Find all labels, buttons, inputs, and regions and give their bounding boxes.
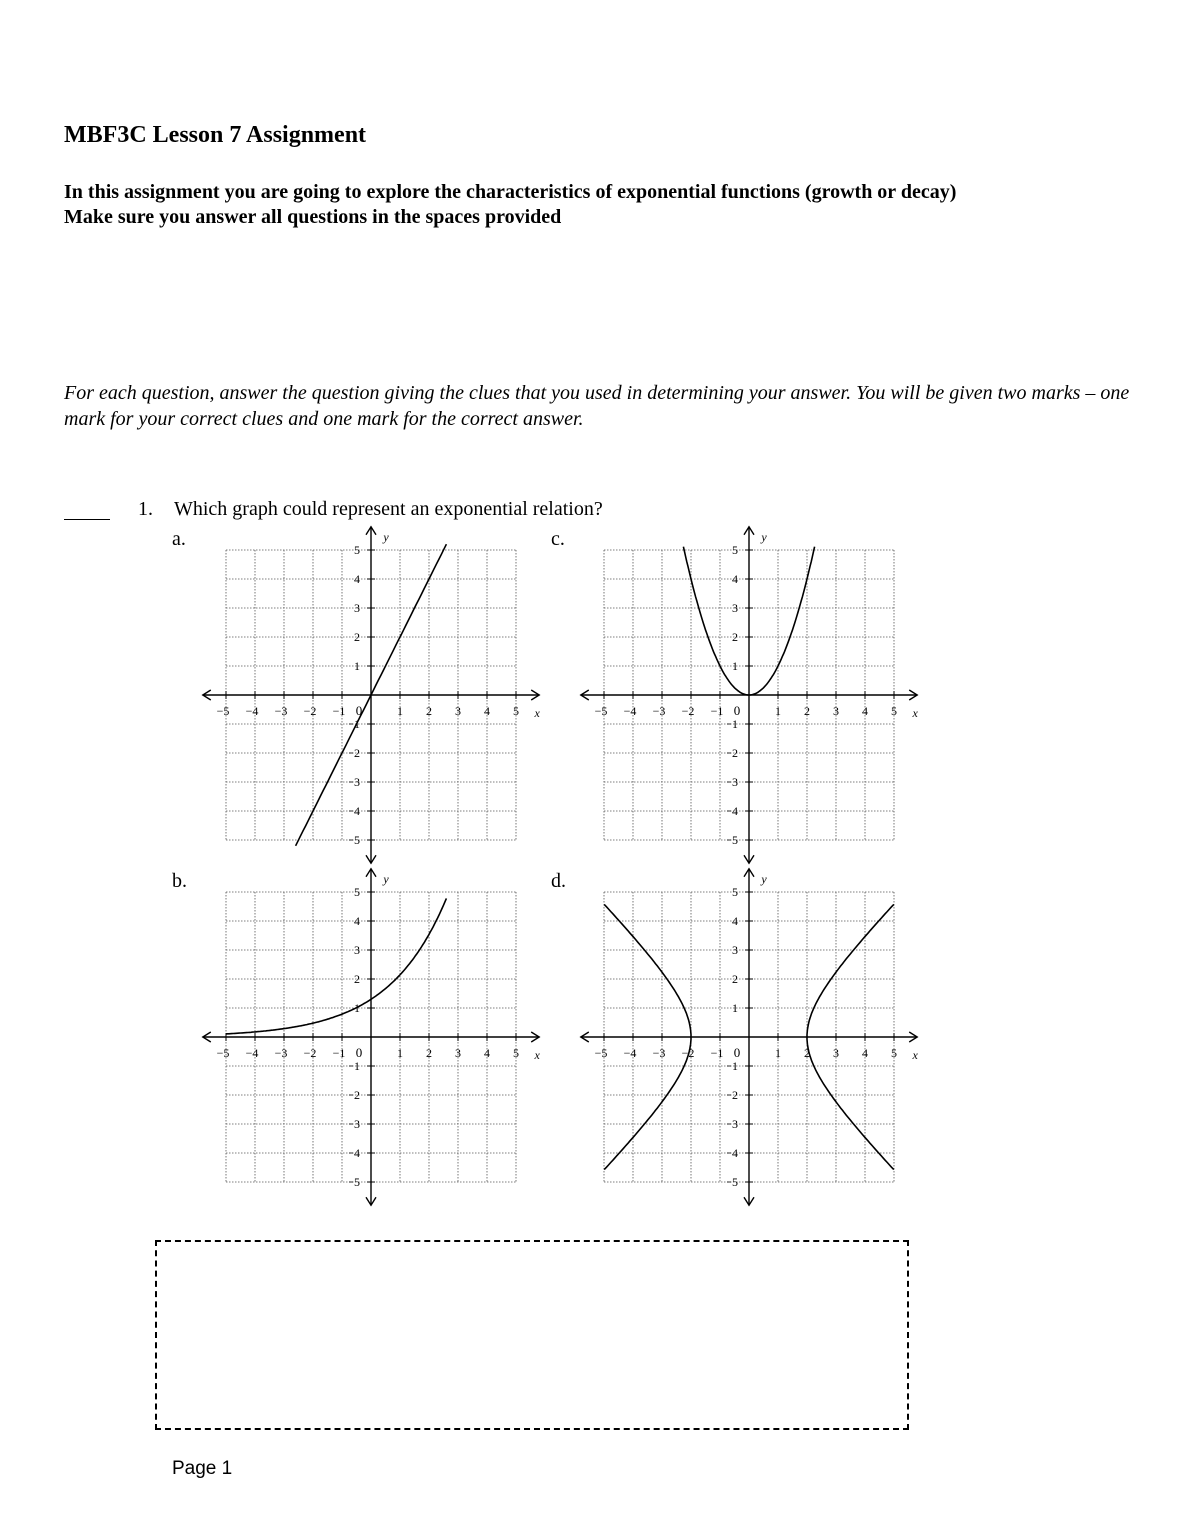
x-tick-label: 5 xyxy=(513,704,519,718)
y-axis-label: y xyxy=(383,529,389,544)
x-tick-label: 5 xyxy=(513,1046,519,1060)
y-tick-label-negative: 5 xyxy=(354,1175,360,1189)
x-tick-label: 5 xyxy=(891,1046,897,1060)
x-tick-label: 5 xyxy=(891,704,897,718)
y-tick-label-negative: 1 xyxy=(732,717,738,731)
y-tick-label-negative: 5 xyxy=(354,833,360,847)
y-tick-label-negative: 5 xyxy=(732,1175,738,1189)
y-tick-label: 2 xyxy=(354,630,360,644)
y-tick-label: 3 xyxy=(354,601,360,615)
graph-d xyxy=(574,860,924,1215)
origin-label: 0 xyxy=(355,703,363,718)
graph-label-a: a. xyxy=(172,528,186,550)
x-tick-label: −4 xyxy=(245,704,259,718)
y-tick-label: 2 xyxy=(732,630,738,644)
y-tick-label-negative: 4 xyxy=(354,1146,360,1160)
x-tick-label: −3 xyxy=(652,704,666,718)
x-tick-label: 2 xyxy=(426,704,432,718)
instructions: For each question, answer the question giving the clues that you used in determining your answer. You will be given two marks – one mark for your correct clues and one mark for the correct answer. xyxy=(64,382,1130,430)
x-axis-label: x xyxy=(912,706,918,720)
y-tick-label: 1 xyxy=(354,659,360,673)
graph-label-c: c. xyxy=(551,528,565,550)
y-tick-label-negative: 2 xyxy=(732,746,738,760)
x-tick-label: −2 xyxy=(303,1046,317,1060)
assignment-intro xyxy=(64,180,956,230)
intro-line-1: In this assignment you are going to explore the characteristics of exponential functions (growth or decay) xyxy=(64,181,957,203)
x-tick-label: −4 xyxy=(245,1046,259,1060)
y-tick-label: 1 xyxy=(732,659,738,673)
x-tick-label: 3 xyxy=(455,1046,461,1060)
y-tick-label-negative: 4 xyxy=(354,804,360,818)
x-tick-label: −4 xyxy=(623,1046,637,1060)
x-tick-label: −2 xyxy=(681,704,695,718)
x-tick-label: −3 xyxy=(274,1046,288,1060)
y-tick-label: 3 xyxy=(732,943,738,957)
y-tick-label-negative: 4 xyxy=(732,1146,738,1160)
x-tick-label: 3 xyxy=(833,704,839,718)
x-tick-label: −3 xyxy=(652,1046,666,1060)
x-tick-label: −1 xyxy=(332,704,346,718)
y-tick-label: 5 xyxy=(354,543,360,557)
x-tick-label: −4 xyxy=(623,704,637,718)
y-tick-label: 2 xyxy=(354,972,360,986)
x-tick-label: 4 xyxy=(862,1046,868,1060)
exponential-curve xyxy=(226,898,446,1034)
x-axis-label: x xyxy=(534,706,540,720)
y-axis-label: y xyxy=(761,529,767,544)
question-number: 1. xyxy=(138,498,153,520)
question-text: Which graph could represent an exponential relation? xyxy=(174,498,603,520)
graph-b xyxy=(196,860,546,1215)
x-tick-label: 4 xyxy=(484,704,490,718)
y-tick-label: 4 xyxy=(354,572,360,586)
answer-box[interactable] xyxy=(155,1240,909,1430)
y-tick-label-negative: 5 xyxy=(732,833,738,847)
y-tick-label: 4 xyxy=(732,572,738,586)
x-tick-label: 1 xyxy=(397,704,403,718)
x-tick-label: 3 xyxy=(833,1046,839,1060)
x-tick-label: 4 xyxy=(862,704,868,718)
y-tick-label-negative: 4 xyxy=(732,804,738,818)
x-tick-label: −3 xyxy=(274,704,288,718)
y-tick-label-negative: 1 xyxy=(354,1059,360,1073)
assignment-title: MBF3C Lesson 7 Assignment xyxy=(64,122,367,148)
x-tick-label: 1 xyxy=(775,704,781,718)
y-tick-label: 5 xyxy=(732,885,738,899)
y-axis-label: y xyxy=(383,871,389,886)
origin-label: 0 xyxy=(733,1045,741,1060)
x-tick-label: −2 xyxy=(303,704,317,718)
y-tick-label: 1 xyxy=(354,1001,360,1015)
y-tick-label-negative: 3 xyxy=(732,1117,738,1131)
y-tick-label: 3 xyxy=(354,943,360,957)
y-tick-label-negative: 1 xyxy=(732,1059,738,1073)
y-tick-label: 5 xyxy=(354,885,360,899)
x-tick-label: 4 xyxy=(484,1046,490,1060)
graph-label-b: b. xyxy=(172,870,187,892)
x-axis-label: x xyxy=(912,1048,918,1062)
x-tick-label: 3 xyxy=(455,704,461,718)
graph-c xyxy=(574,518,924,873)
x-tick-label: 1 xyxy=(397,1046,403,1060)
graph-label-d: d. xyxy=(551,870,566,892)
y-axis-label: y xyxy=(761,871,767,886)
graph-a xyxy=(196,518,546,873)
y-tick-label-negative: 2 xyxy=(354,746,360,760)
y-tick-label: 3 xyxy=(732,601,738,615)
x-tick-label: −5 xyxy=(594,1046,608,1060)
page-number: Page 1 xyxy=(172,1458,233,1479)
y-tick-label: 4 xyxy=(354,914,360,928)
x-tick-label: −1 xyxy=(710,1046,724,1060)
x-tick-label: −1 xyxy=(710,704,724,718)
y-tick-label-negative: 1 xyxy=(354,717,360,731)
x-tick-label: 2 xyxy=(426,1046,432,1060)
x-tick-label: −5 xyxy=(216,1046,230,1060)
y-tick-label-negative: 3 xyxy=(732,775,738,789)
y-tick-label-negative: 2 xyxy=(732,1088,738,1102)
intro-line-2: Make sure you answer all questions in the spaces provided xyxy=(64,206,562,228)
x-tick-label: 2 xyxy=(804,704,810,718)
x-tick-label: 2 xyxy=(804,1046,810,1060)
y-tick-label-negative: 3 xyxy=(354,1117,360,1131)
y-tick-label: 4 xyxy=(732,914,738,928)
y-tick-label: 2 xyxy=(732,972,738,986)
x-tick-label: 1 xyxy=(775,1046,781,1060)
x-axis-label: x xyxy=(534,1048,540,1062)
y-tick-label: 1 xyxy=(732,1001,738,1015)
origin-label: 0 xyxy=(355,1045,363,1060)
y-tick-label-negative: 2 xyxy=(354,1088,360,1102)
x-tick-label: −2 xyxy=(681,1046,695,1060)
x-tick-label: −1 xyxy=(332,1046,346,1060)
x-tick-label: −5 xyxy=(216,704,230,718)
x-tick-label: −5 xyxy=(594,704,608,718)
y-tick-label-negative: 3 xyxy=(354,775,360,789)
answer-blank-line[interactable] xyxy=(64,519,110,520)
y-tick-label: 5 xyxy=(732,543,738,557)
origin-label: 0 xyxy=(733,703,741,718)
